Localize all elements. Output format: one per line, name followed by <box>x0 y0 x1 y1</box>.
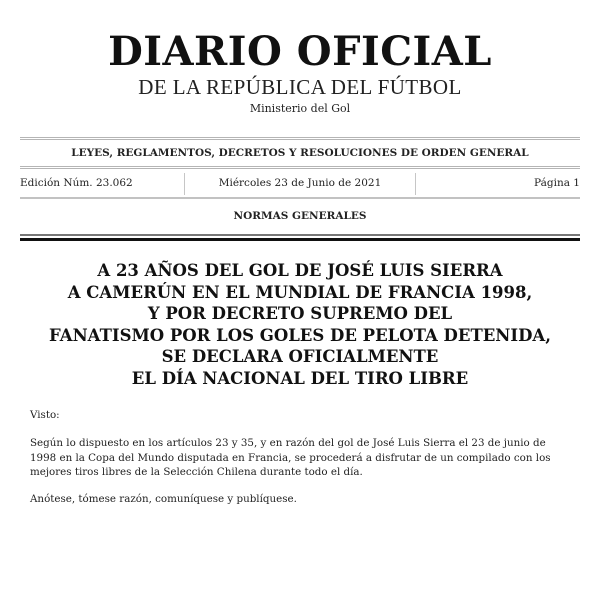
info-rule <box>20 197 580 199</box>
header-rule <box>20 166 580 169</box>
headline-line: SE DECLARA OFICIALMENTE <box>161 347 439 366</box>
decree-headline <box>10 260 590 389</box>
section-header: LEYES, REGLAMENTOS, DECRETOS Y RESOLUCIONES DE ORDEN GENERAL <box>71 147 529 159</box>
ministry-label: Ministerio del Gol <box>249 102 351 115</box>
headline-line: EL DÍA NACIONAL DEL TIRO LIBRE <box>131 368 469 388</box>
closing-formula: Anótese, tómese razón, comuníquese y publíquese. <box>30 493 297 505</box>
decree-paragraph: Según lo dispuesto en los artículos 23 y 35, y en razón del gol de José Luis Sierra el 23 de junio de 1998 en la Copa del Mundo disputada en Francia, se procederá a disfrutar de un compilado con los mejores tiros libres de la Selección Chilena durante todo el día. <box>30 437 551 478</box>
masthead-title: DIARIO OFICIAL <box>108 28 492 75</box>
headline-line: A 23 AÑOS DEL GOL DE JOSÉ LUIS SIERRA <box>97 261 503 280</box>
headline-line: FANATISMO POR LOS GOLES DE PELOTA DETENIDA, <box>49 325 551 345</box>
info-bar <box>20 172 580 196</box>
issue-date: Miércoles 23 de Junio de 2021 <box>218 177 382 189</box>
top-rule <box>20 137 580 140</box>
double-rule <box>20 234 580 241</box>
masthead-subtitle: DE LA REPÚBLICA DEL FÚTBOL <box>138 75 462 99</box>
page-number: Página 1 <box>534 177 580 189</box>
section-title: NORMAS GENERALES <box>233 210 367 222</box>
headline-line: A CAMERÚN EN EL MUNDIAL DE FRANCIA 1998, <box>67 282 533 302</box>
headline-line: Y POR DECRETO SUPREMO DEL <box>147 304 453 323</box>
info-divider <box>415 173 416 195</box>
edition-number: Edición Núm. 23.062 <box>20 177 133 189</box>
visto-label: Visto: <box>30 409 60 421</box>
